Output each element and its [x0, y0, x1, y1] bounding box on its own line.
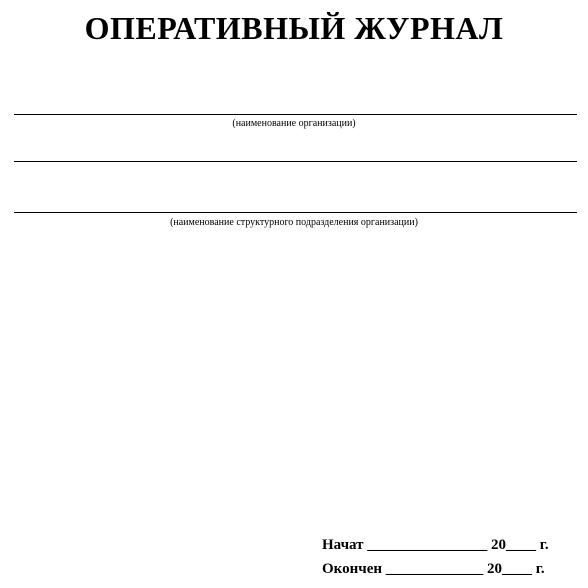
finished-date-line: Окончен _____________ 20____ г. — [322, 561, 545, 577]
organization-name-line-2 — [14, 161, 577, 162]
unit-name-caption: (наименование структурного подразделения организации) — [170, 217, 418, 228]
document-title: ОПЕРАТИВНЫЙ ЖУРНАЛ — [84, 10, 504, 46]
organization-name-line — [14, 114, 577, 115]
started-date-line: Начат ________________ 20____ г. — [322, 537, 549, 553]
unit-name-line — [14, 212, 577, 213]
organization-name-caption: (наименование организации) — [232, 118, 356, 129]
